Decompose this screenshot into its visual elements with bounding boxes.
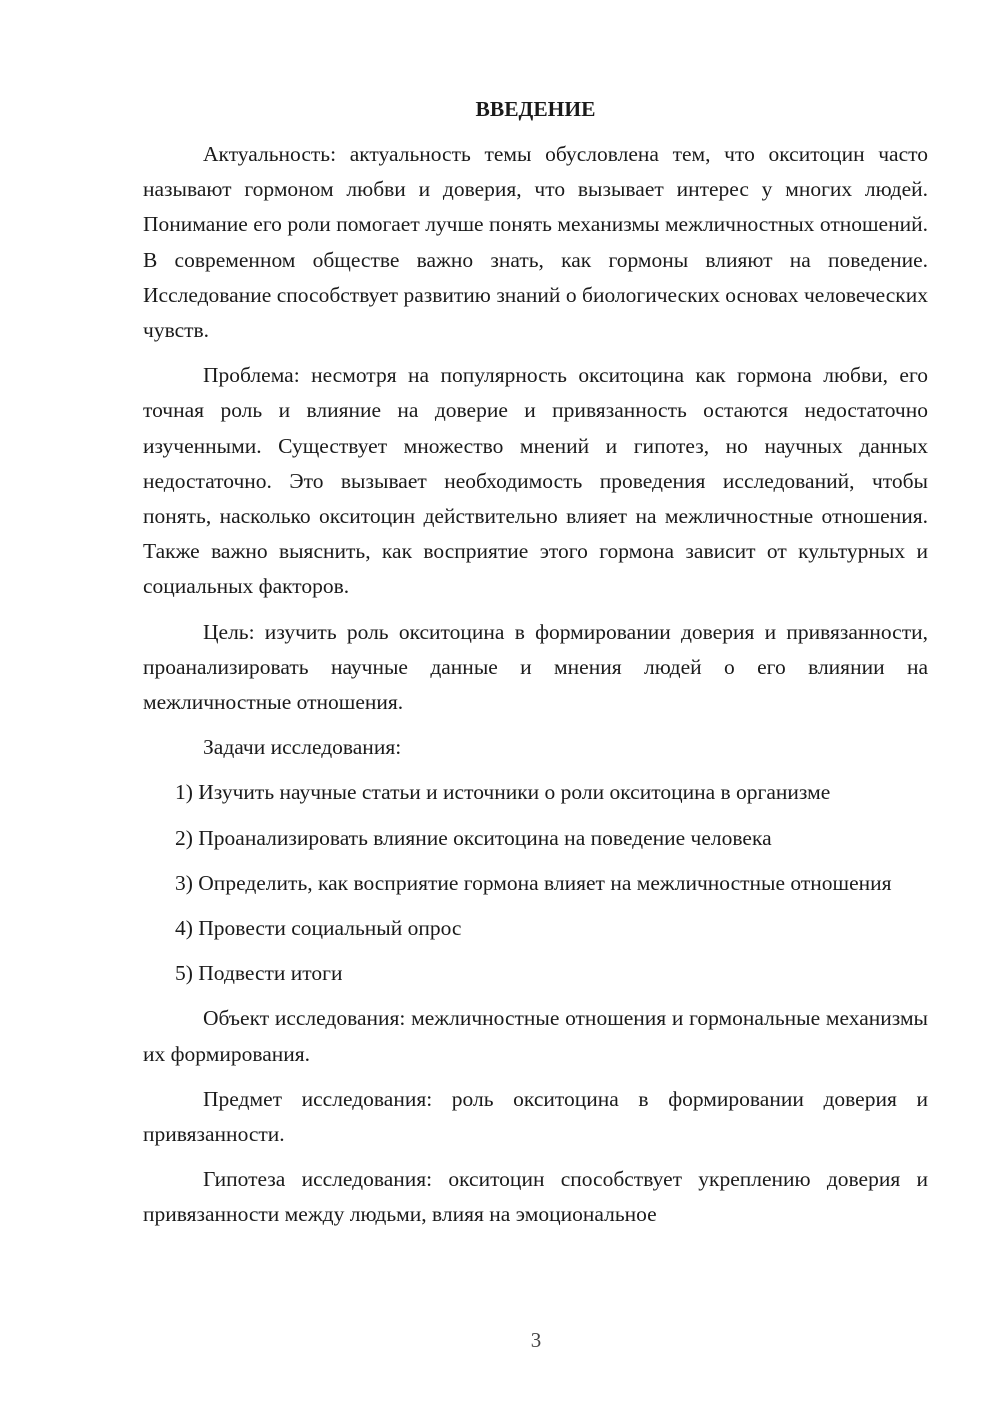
paragraph-hypothesis: Гипотеза исследования: окситоцин способствует укреплению доверия и привязанности между людьми, влияя на эмоциональное	[143, 1167, 928, 1227]
paragraph-object: Объект исследования: межличностные отношения и гормональные механизмы их формирования.	[143, 1006, 928, 1066]
page-number: 3	[530, 1328, 542, 1352]
document-page	[143, 92, 928, 1243]
tasks-heading: Задачи исследования:	[203, 735, 402, 760]
task-item-2: 2) Проанализировать влияние окситоцина на поведение человека	[175, 825, 772, 850]
section-heading: ВВЕДЕНИЕ	[475, 97, 596, 121]
paragraph-problem: Проблема: несмотря на популярность окситоцина как гормона любви, его точная роль и влияние на доверие и привязанность остаются недостаточно изученными. Существует множество мнений и гипотез, но научных данных недостаточно. Это вызывает необходимость проведения исследований, чтобы понять, насколько окситоцин действительно влияет на межличностные отношения. Также важно выяснить, как восприятие этого гормона зависит от культурных и социальных факторов.	[143, 363, 928, 599]
task-item-1: 1) Изучить научные статьи и источники о роли окситоцина в организме	[175, 780, 831, 805]
paragraph-subject: Предмет исследования: роль окситоцина в формировании доверия и привязанности.	[143, 1086, 928, 1147]
paragraph-relevance: Актуальность: актуальность темы обусловлена тем, что окситоцин часто называют гормоном любви и доверия, что вызывает интерес у многих людей. Понимание его роли помогает лучше понять механизмы межличностных отношений. В современном обществе важно знать, как гормоны влияют на поведение. Исследование способствует развитию знаний о биологических основах человеческих чувств.	[143, 142, 928, 343]
task-item-4: 4) Провести социальный опрос	[175, 916, 462, 941]
paragraph-goal: Цель: изучить роль окситоцина в формировании доверия и привязанности, проанализировать научные данные и мнения людей о его влиянии на межличностные отношения.	[143, 619, 928, 715]
task-item-5: 5) Подвести итоги	[175, 961, 343, 986]
task-item-3: 3) Определить, как восприятие гормона влияет на межличностные отношения	[175, 870, 892, 895]
